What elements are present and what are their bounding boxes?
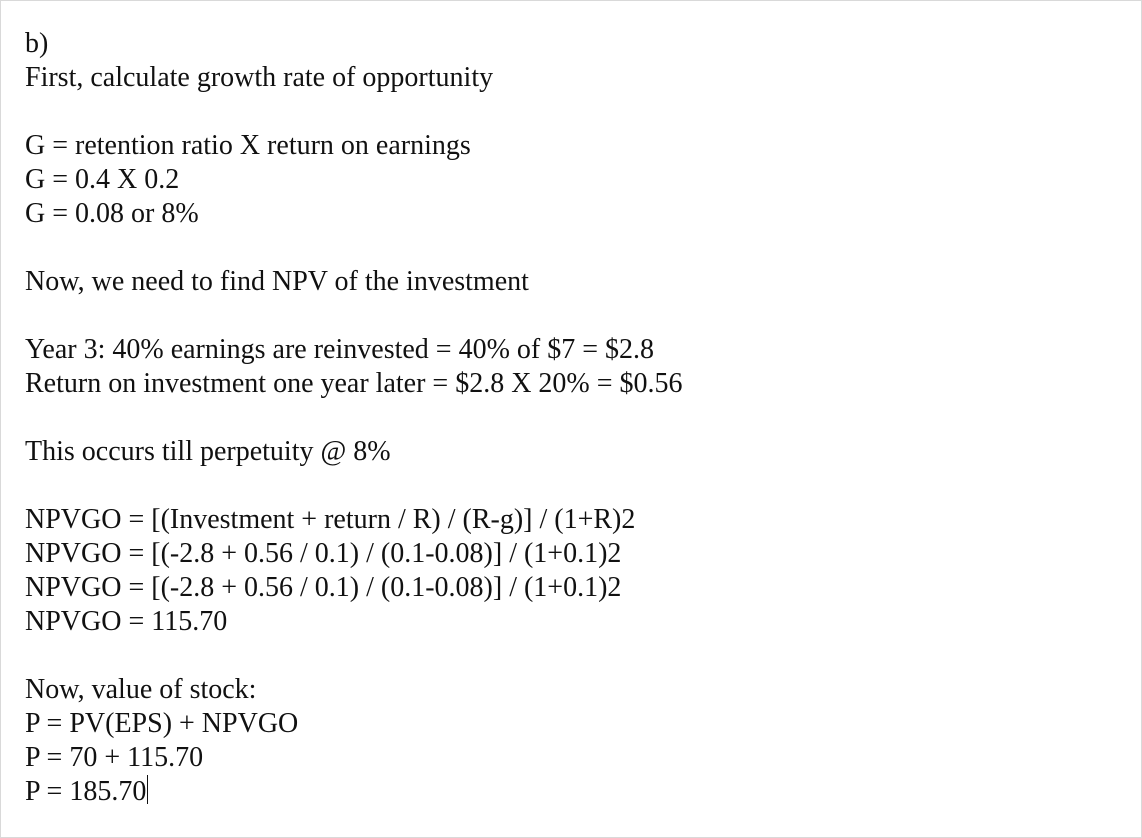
blank-line [25,401,1115,435]
final-formula-line [25,775,1115,809]
formula-line: G = 0.08 or 8% [25,198,199,229]
text-line: This occurs till perpetuity @ 8% [25,436,391,467]
formula-line: P = 70 + 115.70 [25,742,204,773]
formula-line: NPVGO = 115.70 [25,606,228,637]
document-body[interactable] [25,27,1115,809]
text-line: Year 3: 40% earnings are reinvested = 40% of $7 = $2.8 [25,334,655,365]
formula-line: NPVGO = [(-2.8 + 0.56 / 0.1) / (0.1-0.08)] / (1+0.1)2 [25,572,622,603]
text-caret [147,775,148,804]
formula-line: NPVGO = [(Investment + return / R) / (R-g)] / (1+R)2 [25,504,636,535]
blank-line [25,469,1115,503]
section-label: b) [25,28,49,59]
formula-line: G = retention ratio X return on earnings [25,130,471,161]
text-line: Now, we need to find NPV of the investment [25,266,529,297]
text-line: Return on investment one year later = $2.8 X 20% = $0.56 [25,368,683,399]
final-formula-text: P = 185.70 [25,776,147,807]
formula-line: P = PV(EPS) + NPVGO [25,708,299,739]
formula-line: G = 0.4 X 0.2 [25,164,180,195]
blank-line [25,639,1115,673]
text-line: First, calculate growth rate of opportunity [25,62,494,93]
text-line: Now, value of stock: [25,674,257,705]
blank-line [25,299,1115,333]
formula-line: NPVGO = [(-2.8 + 0.56 / 0.1) / (0.1-0.08)] / (1+0.1)2 [25,538,622,569]
blank-line [25,231,1115,265]
blank-line [25,95,1115,129]
